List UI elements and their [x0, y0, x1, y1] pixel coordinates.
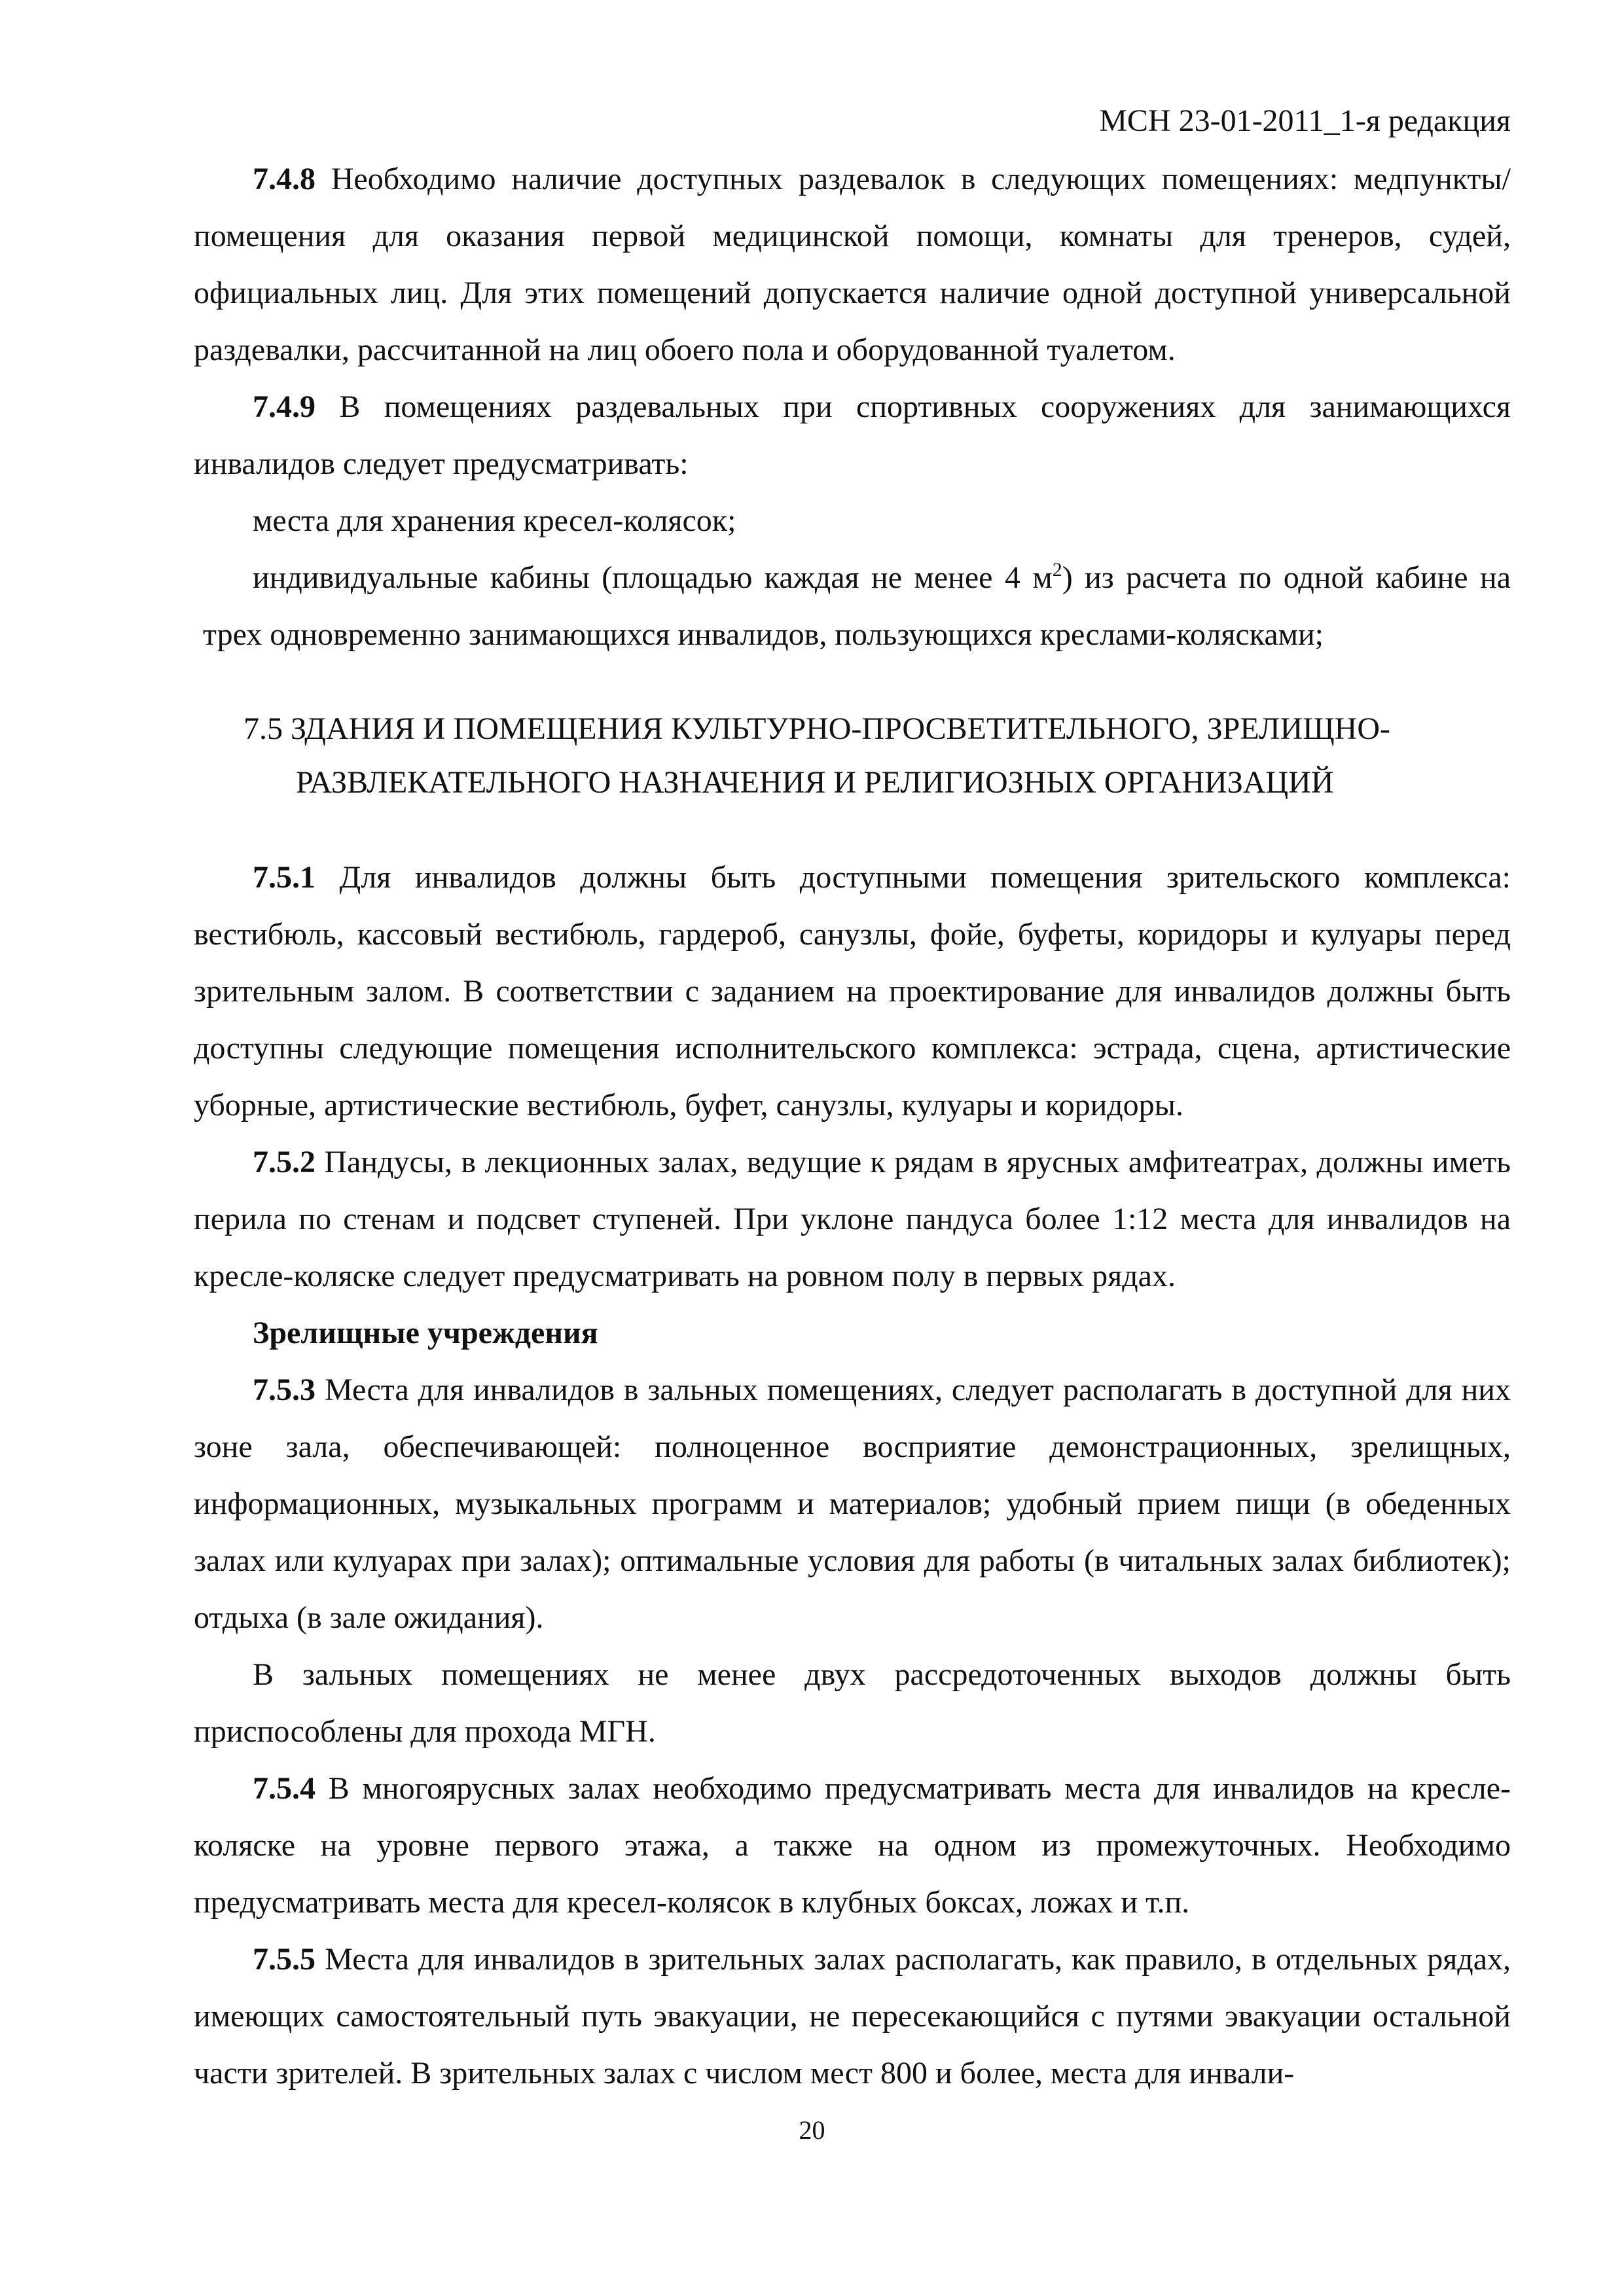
paragraph-text: Места для инвалидов в зрительных залах располагать, как правило, в отдельных рядах, имеющих самостоятельный путь эвакуации, не пересекающийся с путями эвакуации остальной части зрителей. В зрительных залах с числом мест 800 и более, места для инвали-: [194, 1942, 1511, 2090]
section-heading-line: 7.5 ЗДАНИЯ И ПОМЕЩЕНИЯ КУЛЬТУРНО-ПРОСВЕТИТЕЛЬНОГО, ЗРЕЛИЩНО-: [244, 711, 1390, 746]
clause-number: 7.5.5: [253, 1942, 316, 1977]
document-page: [194, 92, 1511, 2102]
list-item-text: индивидуальные кабины (площадью каждая не менее 4 м: [253, 560, 1053, 595]
section-heading-line: РАЗВЛЕКАТЕЛЬНОГО НАЗНАЧЕНИЯ И РЕЛИГИОЗНЫХ ОРГАНИЗАЦИЙ: [296, 765, 1334, 800]
paragraph-continuation: В зальных помещениях не менее двух рассредоточенных выходов должны быть приспособлены для прохода МГН.: [194, 1657, 1511, 1749]
paragraph-7-5-4: [194, 1760, 1511, 1931]
paragraph-7-5-1: [194, 849, 1511, 1134]
paragraph-text: В помещениях раздевальных при спортивных сооружениях для занимающихся инвалидов следует предусматривать:: [194, 389, 1511, 481]
page-number: 20: [799, 2115, 825, 2145]
paragraph-text: Необходимо наличие доступных раздевалок в следующих помещениях: медпункты/помещения для оказания первой медицинской помощи, комнаты для тренеров, судей, официальных лиц. Для этих помещений допускается наличие одной доступной универсальной раздевалки, рассчитанной на лиц обоего пола и оборудованной туалетом.: [194, 162, 1511, 367]
paragraph-7-4-9: [194, 378, 1511, 492]
clause-number: 7.5.4: [253, 1771, 316, 1806]
paragraph-text: Для инвалидов должны быть доступными помещения зрительского комплекса: вестибюль, кассовый вестибюль, гардероб, санузлы, фойе, буфеты, коридоры и кулуары перед зрительным залом. В соответствии с заданием на проектирование для инвалидов должны быть доступны следующие помещения исполнительского комплекса: эстрада, сцена, артистические уборные, артистические вестибюль, буфет, санузлы, кулуары и коридоры.: [194, 860, 1511, 1122]
paragraph-7-5-2: [194, 1134, 1511, 1304]
document-id: МСН 23-01-2011_1-я редакция: [1099, 103, 1511, 138]
paragraph-text: Пандусы, в лекционных залах, ведущие к рядам в ярусных амфитеатрах, должны иметь перила по стенам и подсвет ступеней. При уклоне пандуса более 1:12 места для инвалидов на кресле-коляске следует предусматривать на ровном полу в первых рядах.: [194, 1145, 1511, 1293]
section-heading-7-5: [194, 702, 1511, 810]
subheading: Зрелищные учреждения: [253, 1316, 598, 1350]
paragraph-text: В многоярусных залах необходимо предусматривать места для инвалидов на кресле-коляске на уровне первого этажа, а также на одном из промежуточных. Необходимо предусматривать места для кресел-колясок в клубных боксах, ложах и т.п.: [194, 1771, 1511, 1920]
paragraph-7-4-8: [194, 151, 1511, 378]
paragraph-7-5-5: [194, 1931, 1511, 2102]
list-item: [194, 549, 1511, 663]
list-item: места для хранения кресел-колясок;: [253, 503, 736, 538]
list-item-text: ) из расчета по одной кабине на трех одновременно занимающихся инвалидов, пользующихся креслами-колясками;: [203, 560, 1511, 652]
paragraph-7-5-3: [194, 1361, 1511, 1646]
clause-number: 7.5.3: [253, 1372, 316, 1407]
clause-number: 7.4.9: [253, 389, 316, 424]
paragraph-text: Места для инвалидов в зальных помещениях, следует располагать в доступной для них зоне зала, обеспечивающей: полноценное восприятие демонстрационных, зрелищных, информационных, музыкальных программ и материалов; удобный прием пищи (в обеденных залах или кулуарах при залах); оптимальные условия для работы (в читальных залах библиотек); отдыха (в зале ожидания).: [194, 1372, 1511, 1635]
clause-number: 7.5.2: [253, 1145, 316, 1179]
page-footer: [0, 2111, 1624, 2150]
clause-number: 7.5.1: [253, 860, 316, 895]
clause-number: 7.4.8: [253, 162, 316, 196]
superscript: 2: [1052, 559, 1062, 581]
document-header: [194, 92, 1511, 151]
